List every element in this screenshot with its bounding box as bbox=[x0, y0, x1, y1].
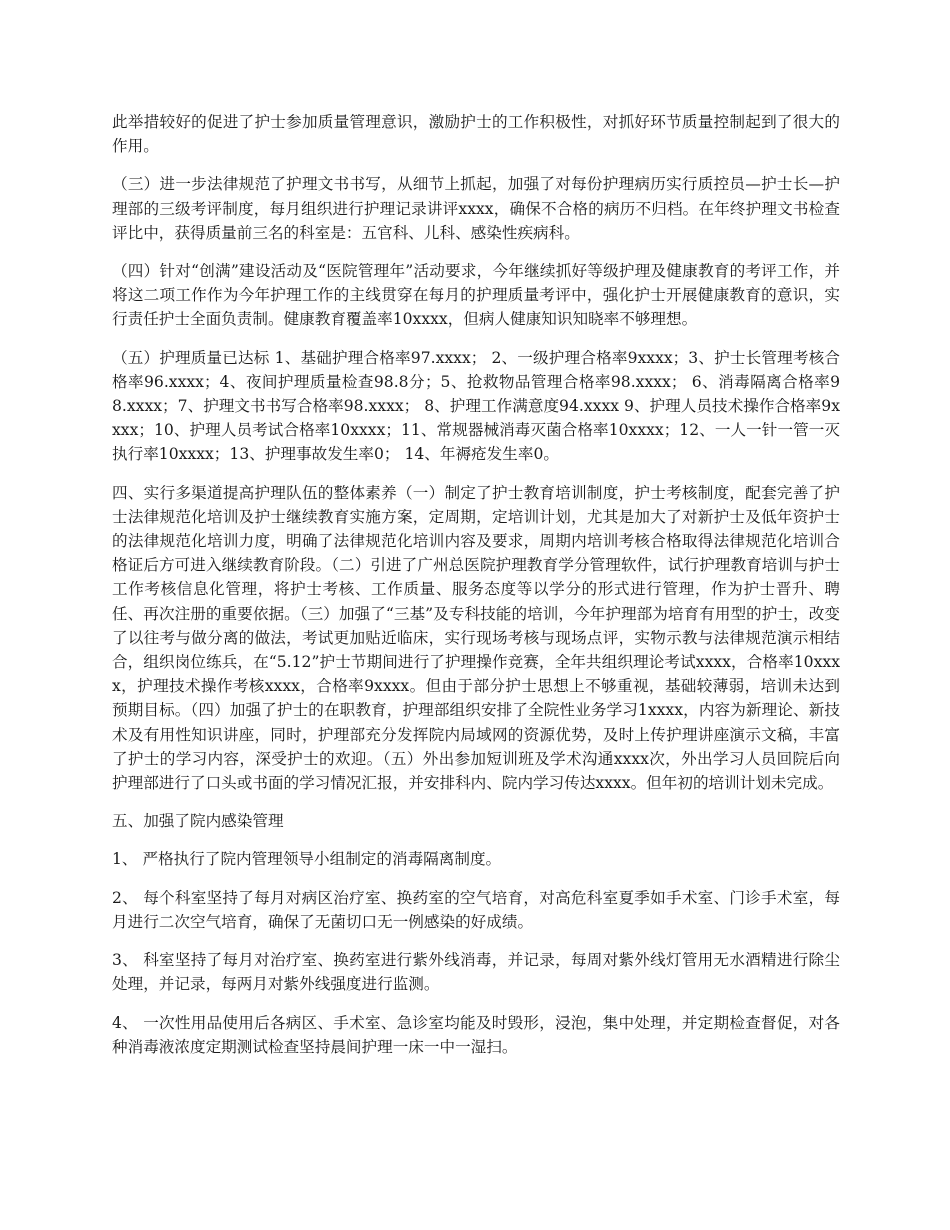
paragraph-health-education: （四）针对“创满”建设活动及“医院管理年”活动要求，今年继续抓好等级护理及健康教育的考评工作，并将这二项工作作为今年护理工作的主线贯穿在每月的护理质量考评中，强化护士开展健康教育的意识，实行责任护士全面负责制。健康教育覆盖率10xxxx，但病人健康知识知晓率不够理想。 bbox=[112, 262, 840, 329]
list-item-uv-disinfection: 3、 科室坚持了每月对治疗室、换药室进行紫外线消毒，并记录，每周对紫外线灯管用无水酒精进行除尘处理，并记录，每两月对紫外线强度进行监测。 bbox=[112, 951, 840, 994]
document-body bbox=[112, 110, 840, 1073]
list-item-disinfection-policy: 1、 严格执行了院内管理领导小组制定的消毒隔离制度。 bbox=[112, 850, 502, 869]
list-item-disposables: 4、 一次性用品使用后各病区、手术室、急诊室均能及时毁形，浸泡，集中处理，并定期检查督促，对各种消毒液浓度定期测试检查坚持晨间护理一床一中一湿扫。 bbox=[112, 1013, 840, 1056]
paragraph-team-training: 四、实行多渠道提高护理队伍的整体素养（一）制定了护士教育培训制度，护士考核制度，配套完善了护士法律规范化培训及护士继续教育实施方案，定周期，定培训计划，尤其是加大了对新护士及低年资护士的法律规范化培训力度，明确了法律规范化培训内容及要求，周期内培训考核合格取得法律规范化培训合格证后方可进入继续教育阶段。（二）引进了广州总医院护理教育学分管理软件，试行护理教育培训与护士工作考核信息化管理，将护士考核、工作质量、服务态度等以学分的形式进行管理，作为护士晋升、聘任、再次注册的重要依据。（三）加强了“三基”及专科技能的培训，今年护理部为培育有用型的护士，改变了以往考与做分离的做法，考试更加贴近临床，实行现场考核与现场点评，实物示教与法律规范演示相结合，组织岗位练兵，在“5.12”护士节期间进行了护理操作竞赛，全年共组织理论考试xxxx，合格率10xxxx，护理技术操作考核xxxx，合格率9xxxx。但由于部分护士思想上不够重视，基础较薄弱，培训未达到预期目标。（四）加强了护士的在职教育，护理部组织安排了全院性业务学习1xxxx，内容为新理论、新技术及有用性知识讲座，同时，护理部充分发挥院内局域网的资源优势，及时上传护理讲座演示文稿，丰富了护士的学习内容，深受护士的欢迎。（五）外出参加短训班及学术沟通xxxx次，外出学习人员回院后向护理部进行了口头或书面的学习情况汇报，并安排科内、院内学习传达xxxx。但年初的培训计划未完成。 bbox=[112, 483, 840, 793]
paragraph-quality-standards: （五）护理质量已达标 1、基础护理合格率97.xxxx； 2、一级护理合格率9xxxx；3、护士长管理考核合格率96.xxxx；4、夜间护理质量检查98.8分；5、抢救物品管理合格率98.xxxx； 6、消毒隔离合格率98.xxxx；7、护理文书书写合格率98.xxxx； 8、护理工作满意度94.xxxx 9、护理人员技术操作合格率9xxxx；10、护理人员考试合格率10xxxx；11、常规器械消毒灭菌合格率10xxxx；12、一人一针一管一灭执行率10xxxx；13、护理事故发生率0； 14、年褥疮发生率0。 bbox=[112, 348, 840, 464]
section-heading-infection-control: 五、加强了院内感染管理 bbox=[112, 812, 284, 831]
paragraph-quality-awareness: 此举措较好的促进了护士参加质量管理意识，激励护士的工作积极性，对抓好环节质量控制起到了很大的作用。 bbox=[112, 113, 840, 156]
list-item-air-culture: 2、 每个科室坚持了每月对病区治疗室、换药室的空气培育，对高危科室夏季如手术室、门诊手术室，每月进行二次空气培育，确保了无菌切口无一例感染的好成绩。 bbox=[112, 888, 840, 931]
paragraph-nursing-records: （三）进一步法律规范了护理文书书写，从细节上抓起，加强了对每份护理病历实行质控员—护士长—护理部的三级考评制度，每月组织进行护理记录讲评xxxx，确保不合格的病历不归档。在年终护理文书检查评比中，获得质量前三名的科室是：五官科、儿科、感染性疾病科。 bbox=[112, 175, 840, 242]
